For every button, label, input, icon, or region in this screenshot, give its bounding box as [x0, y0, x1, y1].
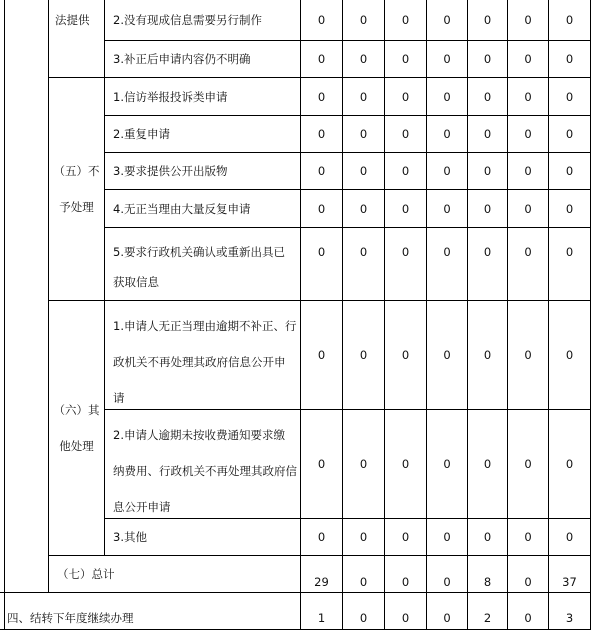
item-label-line: 政机关不再处理其政府信息公开申: [113, 355, 286, 369]
value-cell: 0: [359, 530, 368, 544]
value-cell: 0: [359, 348, 368, 362]
item-label: [105, 308, 300, 408]
value-cell: 0: [401, 245, 410, 259]
item-label-line: 5.要求行政机关确认或重新出具已: [113, 245, 285, 259]
value-cell: 0: [317, 530, 326, 544]
value-cell: 0: [524, 164, 532, 178]
value-cell: 0: [565, 530, 574, 544]
value-cell: 0: [524, 127, 532, 141]
category-6-line1: （六）其: [53, 403, 100, 417]
value-cell: 0: [401, 52, 410, 66]
value-cell: 0: [565, 127, 574, 141]
total-value: 0: [359, 575, 368, 589]
total-value: 8: [483, 575, 492, 589]
item-label: 3.补正后申请内容仍不明确: [113, 52, 251, 66]
value-cell: 0: [359, 13, 368, 27]
item-label: 4.无正当理由大量反复申请: [113, 201, 251, 216]
value-cell: 0: [524, 13, 532, 27]
item-label-line: 请: [113, 391, 125, 405]
value-cell: 0: [443, 348, 451, 362]
item-label: 2.重复申请: [113, 127, 170, 141]
value-cell: 0: [317, 127, 326, 141]
value-cell: 0: [443, 164, 451, 178]
value-cell: 0: [317, 245, 326, 259]
value-cell: 0: [443, 530, 451, 544]
value-cell: 0: [317, 201, 326, 216]
carryover-label: 四、结转下年度继续办理: [7, 611, 134, 625]
item-label-line: 获取信息: [113, 275, 159, 289]
value-cell: 0: [565, 13, 574, 27]
column-border: [590, 0, 591, 630]
total-value: 0: [524, 575, 532, 589]
value-cell: 0: [443, 89, 451, 104]
item-label-line: 息公开申请: [113, 500, 171, 514]
value-cell: 0: [524, 89, 532, 104]
value-cell: 0: [565, 52, 574, 66]
value-cell: 0: [359, 127, 368, 141]
category-5-label: [49, 78, 104, 300]
value-cell: 0: [524, 530, 532, 544]
value-cell: 0: [443, 127, 451, 141]
value-cell: 0: [483, 348, 492, 362]
value-cell: 0: [359, 245, 368, 259]
value-cell: 0: [401, 348, 410, 362]
carryover-value: 0: [524, 611, 532, 625]
value-cell: 0: [565, 164, 574, 178]
item-label: 2.没有现成信息需要另行制作: [113, 13, 262, 27]
value-cell: 0: [317, 52, 326, 66]
carryover-value: 2: [483, 611, 492, 625]
item-label: 3.要求提供公开出版物: [113, 164, 228, 178]
value-cell: 0: [359, 164, 368, 178]
value-cell: 0: [317, 89, 326, 104]
value-cell: 0: [359, 457, 368, 471]
value-cell: 0: [483, 245, 492, 259]
value-cell: 0: [524, 348, 532, 362]
value-cell: 0: [565, 245, 574, 259]
item-label: [105, 234, 300, 300]
value-cell: 0: [359, 201, 368, 216]
category-5-line1: （五）不: [53, 164, 100, 178]
value-cell: 0: [443, 457, 451, 471]
item-label-line: 1.申请人无正当理由逾期不补正、行: [113, 319, 297, 333]
value-cell: 0: [483, 457, 492, 471]
value-cell: 0: [359, 52, 368, 66]
value-cell: 0: [483, 13, 492, 27]
value-cell: 0: [483, 164, 492, 178]
value-cell: 0: [317, 348, 326, 362]
value-cell: 0: [524, 245, 532, 259]
value-cell: 0: [443, 201, 451, 216]
total-value: 0: [443, 575, 451, 589]
category-6-line2: 他处理: [59, 439, 94, 453]
item-label-line: 纳费用、行政机关不再处理其政府信: [113, 464, 297, 478]
item-label: [105, 417, 300, 517]
value-cell: 0: [483, 127, 492, 141]
value-cell: 0: [565, 457, 574, 471]
category-label: 法提供: [55, 13, 90, 27]
value-cell: 0: [443, 13, 451, 27]
value-cell: 0: [317, 457, 326, 471]
value-cell: 0: [443, 245, 451, 259]
value-cell: 0: [401, 89, 410, 104]
carryover-value: 0: [443, 611, 451, 625]
value-cell: 0: [317, 13, 326, 27]
value-cell: 0: [401, 164, 410, 178]
carryover-value: 3: [565, 611, 574, 625]
value-cell: 0: [401, 457, 410, 471]
total-value: 37: [562, 575, 577, 589]
total-value: 29: [314, 575, 329, 589]
value-cell: 0: [565, 89, 574, 104]
value-cell: 0: [359, 89, 368, 104]
value-cell: 0: [483, 89, 492, 104]
value-cell: 0: [483, 530, 492, 544]
value-cell: 0: [317, 164, 326, 178]
value-cell: 0: [401, 13, 410, 27]
value-cell: 0: [401, 530, 410, 544]
value-cell: 0: [565, 201, 574, 216]
carryover-value: 0: [359, 611, 368, 625]
column-border: [4, 0, 5, 630]
value-cell: 0: [483, 52, 492, 66]
item-label: 3.其他: [113, 530, 147, 544]
item-label: 1.信访举报投诉类申请: [113, 89, 228, 104]
total-label: （七）总计: [57, 567, 115, 581]
value-cell: 0: [524, 457, 532, 471]
value-cell: 0: [565, 348, 574, 362]
total-value: 0: [401, 575, 410, 589]
item-label-line: 2.申请人逾期未按收费通知要求缴: [113, 428, 285, 442]
carryover-value: 1: [317, 611, 326, 625]
value-cell: 0: [401, 201, 410, 216]
row-border: [104, 227, 590, 228]
value-cell: 0: [443, 52, 451, 66]
category-5-line2: 予处理: [59, 200, 94, 214]
value-cell: 0: [524, 52, 532, 66]
carryover-value: 0: [401, 611, 410, 625]
value-cell: 0: [483, 201, 492, 216]
value-cell: 0: [524, 201, 532, 216]
category-6-label: [49, 301, 104, 555]
value-cell: 0: [401, 127, 410, 141]
